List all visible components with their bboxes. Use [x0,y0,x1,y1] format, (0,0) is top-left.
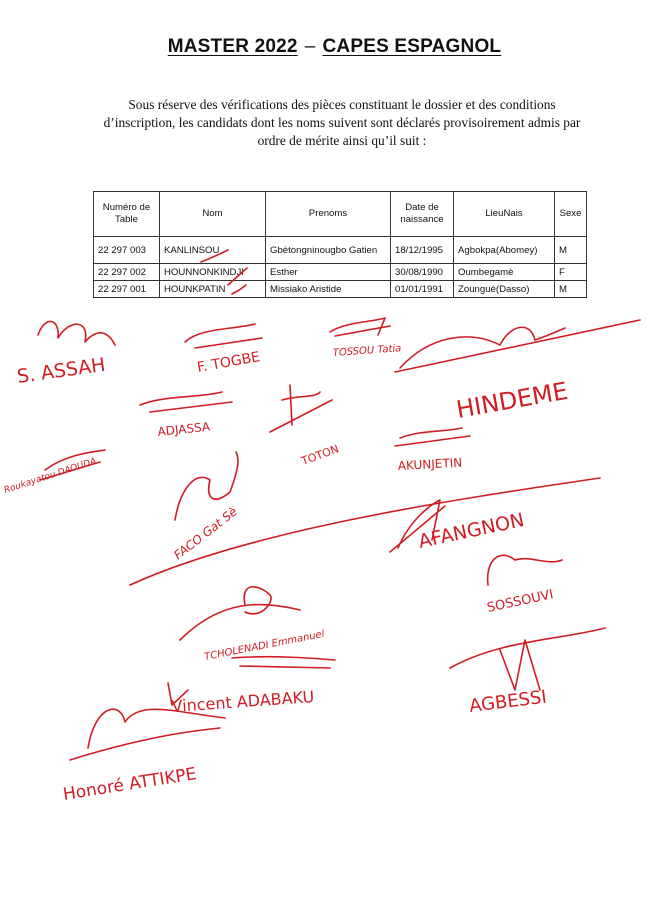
signature-scribble [450,628,605,690]
signature-adabaku: Vincent ADABAKU [170,687,315,716]
header-lieu: LieuNais [454,192,555,237]
signature-faco: FACO Gat Sè [171,504,240,563]
signature-afangnon: AFANGNON [416,509,527,553]
title-master: MASTER 2022 [167,36,298,57]
signature-scribble [395,320,640,372]
intro-paragraph: Sous réserve des vérifications des pièces constituant le dossier et des conditions d’inscription, les candidats dont les noms suivent sont déclarés provisoirement admis par ordre de mérite ainsi qu’il suit : [103,97,581,148]
cell-date: 30/08/1990 [391,264,454,281]
signature-togbe: F. TOGBE [195,349,262,376]
cell-sexe: F [555,264,587,281]
signature-scribble [395,428,470,446]
signature-scribble [38,321,115,345]
signature-toton: TOTON [299,442,341,468]
signature-scribble [140,392,232,412]
cell-numero: 22 297 002 [94,264,160,281]
signature-akunjetin: AKUNJETIN [397,455,463,473]
cell-sexe: M [555,237,587,264]
signature-assah: S. ASSAH [15,353,107,388]
cell-prenoms: Gbètongninougbo Gatien [266,237,391,264]
signature-sossouvi: SOSSOUVI [485,587,555,616]
signature-tcholenadi: TCHOLENADI Emmanuel [203,628,326,663]
cell-lieu: Oumbegamè [454,264,555,281]
signature-scribble [180,587,300,640]
title-separator: – [304,36,316,57]
cell-date: 18/12/1995 [391,237,454,264]
header-prenoms: Prenoms [266,192,391,237]
cell-lieu: Zoungué(Dasso) [454,281,555,298]
cell-prenoms: Esther [266,264,391,281]
signature-attikpe: Honoré ATTIKPE [61,764,198,805]
signature-daouda: Roukayatou DAOUDA [2,456,98,496]
cell-nom: HOUNKPATIN [160,281,266,298]
header-nom: Nom [160,192,266,237]
header-date: Date de naissance [391,192,454,237]
signature-scribble [232,657,335,668]
header-numero: Numéro de Table [94,192,160,237]
cell-date: 01/01/1991 [391,281,454,298]
cell-nom: HOUNNONKINDJI [160,264,266,281]
cell-nom: KANLINSOU [160,237,266,264]
header-sexe: Sexe [555,192,587,237]
signature-scribble [270,385,332,432]
signature-agbessi: AGBESSI [468,686,548,717]
signature-scribble [488,555,562,585]
signature-scribble [185,324,262,348]
signature-tossou: TOSSOU Tatia [332,343,402,359]
cell-numero: 22 297 003 [94,237,160,264]
cell-prenoms: Missiako Aristide [266,281,391,298]
cell-sexe: M [555,281,587,298]
signature-scribble [70,709,225,760]
signature-adjassa: ADJASSA [156,419,211,439]
cell-lieu: Agbokpa(Abomey) [454,237,555,264]
title-capes: CAPES ESPAGNOL [322,36,502,57]
signature-hindeme: HINDEME [454,376,570,424]
signature-scribble [330,318,390,336]
cell-numero: 22 297 001 [94,281,160,298]
